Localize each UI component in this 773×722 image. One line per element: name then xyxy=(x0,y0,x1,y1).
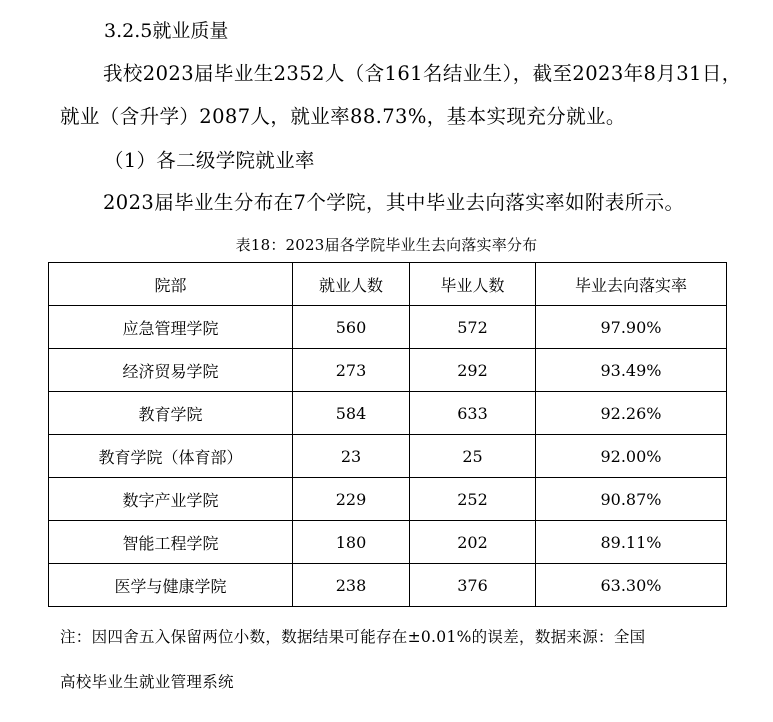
cell-department: 教育学院 xyxy=(49,392,293,435)
table-header-row xyxy=(49,263,727,306)
cell-placement-rate: 92.26% xyxy=(536,392,727,435)
cell-placement-rate: 63.30% xyxy=(536,564,727,607)
table-row xyxy=(49,349,727,392)
cell-graduate-count: 25 xyxy=(410,435,536,478)
cell-employed-count: 238 xyxy=(293,564,410,607)
header-employed-count: 就业人数 xyxy=(293,263,410,306)
cell-department: 经济贸易学院 xyxy=(49,349,293,392)
table-row xyxy=(49,392,727,435)
subheading: （1）各二级学院就业率 xyxy=(104,149,315,172)
cell-placement-rate: 89.11% xyxy=(536,521,727,564)
table-row xyxy=(49,306,727,349)
cell-graduate-count: 633 xyxy=(410,392,536,435)
cell-graduate-count: 292 xyxy=(410,349,536,392)
employment-rate-table xyxy=(48,262,727,607)
cell-department: 医学与健康学院 xyxy=(49,564,293,607)
header-department: 院部 xyxy=(49,263,293,306)
cell-graduate-count: 252 xyxy=(410,478,536,521)
table-row xyxy=(49,521,727,564)
table-row xyxy=(49,478,727,521)
cell-employed-count: 229 xyxy=(293,478,410,521)
table-row xyxy=(49,435,727,478)
cell-employed-count: 584 xyxy=(293,392,410,435)
cell-graduate-count: 376 xyxy=(410,564,536,607)
header-placement-rate: 毕业去向落实率 xyxy=(536,263,727,306)
cell-placement-rate: 97.90% xyxy=(536,306,727,349)
paragraph-2: 2023届毕业生分布在7个学院，其中毕业去向落实率如附表所示。 xyxy=(103,191,685,214)
footnote-line-1: 注：因四舍五入保留两位小数，数据结果可能存在±0.01%的误差，数据来源：全国 xyxy=(60,628,646,646)
paragraph-1-line-2: 就业（含升学）2087人，就业率88.73%，基本实现充分就业。 xyxy=(60,105,626,128)
cell-placement-rate: 92.00% xyxy=(536,435,727,478)
paragraph-1-line-1: 我校2023届毕业生2352人（含161名结业生），截至2023年8月31日， xyxy=(103,62,742,85)
cell-placement-rate: 93.49% xyxy=(536,349,727,392)
cell-department: 数字产业学院 xyxy=(49,478,293,521)
cell-graduate-count: 202 xyxy=(410,521,536,564)
cell-employed-count: 560 xyxy=(293,306,410,349)
cell-graduate-count: 572 xyxy=(410,306,536,349)
cell-placement-rate: 90.87% xyxy=(536,478,727,521)
cell-employed-count: 23 xyxy=(293,435,410,478)
cell-department: 应急管理学院 xyxy=(49,306,293,349)
header-graduate-count: 毕业人数 xyxy=(410,263,536,306)
table-row xyxy=(49,564,727,607)
cell-department: 教育学院（体育部） xyxy=(49,435,293,478)
cell-department: 智能工程学院 xyxy=(49,521,293,564)
footnote-line-2: 高校毕业生就业管理系统 xyxy=(60,673,234,691)
cell-employed-count: 273 xyxy=(293,349,410,392)
table-caption: 表18：2023届各学院毕业生去向落实率分布 xyxy=(235,236,538,254)
cell-employed-count: 180 xyxy=(293,521,410,564)
section-heading: 3.2.5就业质量 xyxy=(104,20,229,42)
